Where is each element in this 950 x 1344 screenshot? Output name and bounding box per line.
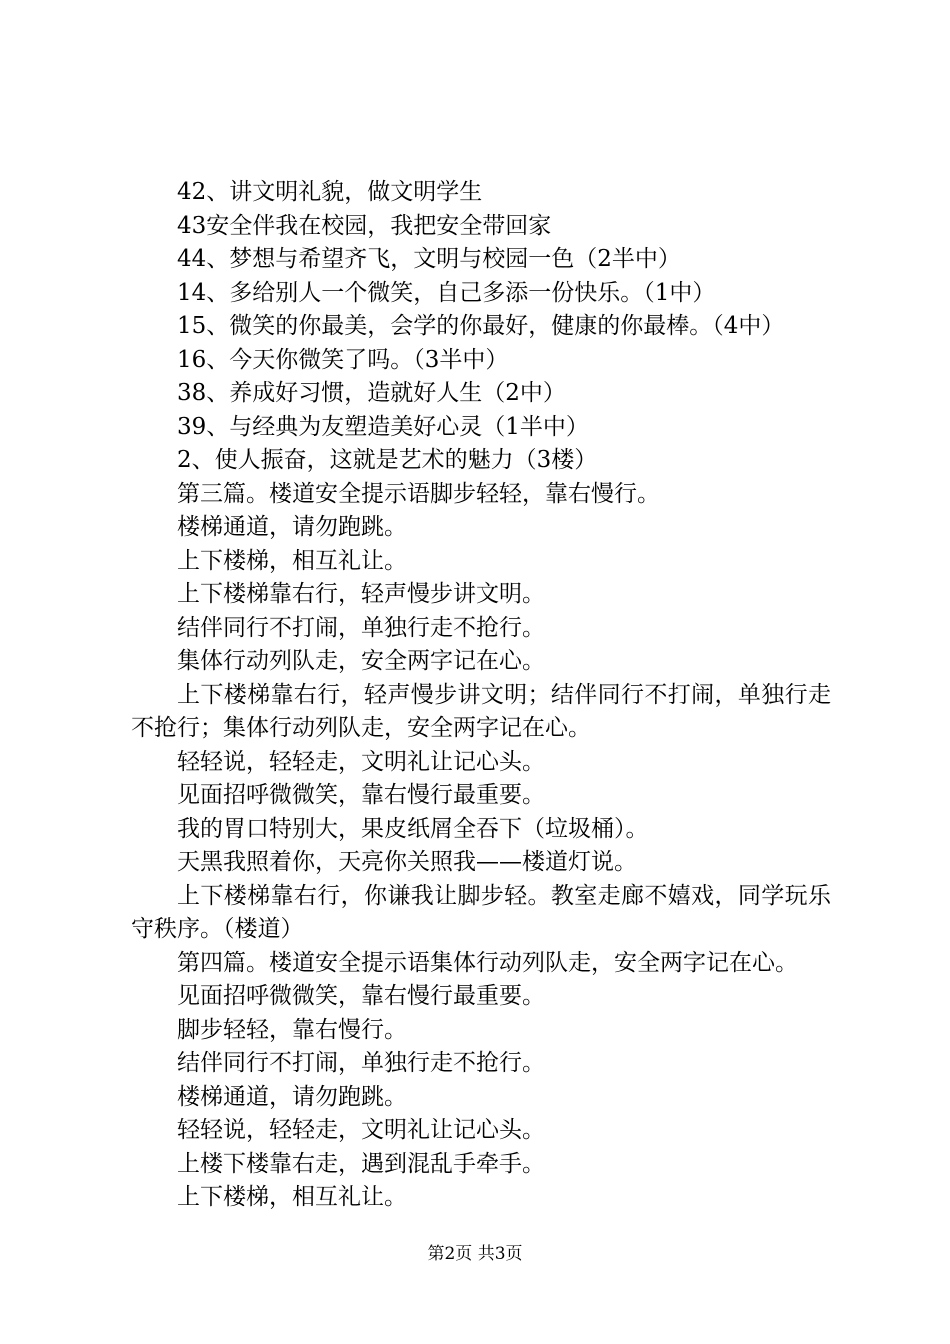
paragraph: 44、梦想与希望齐飞，文明与校园一色（2半中） xyxy=(177,246,681,272)
paragraph: 见面招呼微微笑，靠右慢行最重要。 xyxy=(177,983,545,1009)
paragraph: 上下楼梯靠右行，你谦我让脚步轻。教室走廊不嬉戏，同学玩乐守秩序。（楼道） xyxy=(131,882,831,942)
paragraph: 上下楼梯，相互礼让。 xyxy=(177,1184,407,1210)
paragraph: 见面招呼微微笑，靠右慢行最重要。 xyxy=(177,782,545,808)
paragraph: 我的胃口特别大，果皮纸屑全吞下（垃圾桶）。 xyxy=(177,815,649,842)
section-heading-paragraph: 第三篇。楼道安全提示语脚步轻轻，靠右慢行。 xyxy=(177,480,660,507)
paragraph: 2、使人振奋，这就是艺术的魅力（3楼） xyxy=(177,447,598,473)
paragraph: 43安全伴我在校园，我把安全带回家 xyxy=(177,212,552,239)
paragraph: 脚步轻轻，靠右慢行。 xyxy=(177,1016,407,1043)
paragraph: 15、微笑的你最美，会学的你最好，健康的你最棒。（4中） xyxy=(177,313,785,339)
paragraph: 上下楼梯靠右行，轻声慢步讲文明；结伴同行不打闹，单独行走不抢行；集体行动列队走，安全两字记在心。 xyxy=(131,681,831,741)
paragraph: 楼梯通道，请勿跑跳。 xyxy=(177,514,407,540)
page-number: 第2页 共3页 xyxy=(427,1244,523,1264)
paragraph: 天黑我照着你，天亮你关照我——楼道灯说。 xyxy=(177,849,637,875)
paragraph: 上楼下楼靠右走，遇到混乱手牵手。 xyxy=(177,1150,545,1177)
paragraph: 上下楼梯靠右行，轻声慢步讲文明。 xyxy=(177,581,545,607)
paragraph: 结伴同行不打闹，单独行走不抢行。 xyxy=(177,614,545,641)
document-body xyxy=(131,176,831,1215)
paragraph: 上下楼梯，相互礼让。 xyxy=(177,547,407,574)
page-footer xyxy=(0,1242,950,1266)
paragraph: 14、多给别人一个微笑，自己多添一份快乐。（1中） xyxy=(177,279,716,306)
paragraph: 楼梯通道，请勿跑跳。 xyxy=(177,1083,407,1110)
paragraph: 结伴同行不打闹，单独行走不抢行。 xyxy=(177,1050,545,1076)
section-heading-paragraph: 第四篇。楼道安全提示语集体行动列队走，安全两字记在心。 xyxy=(177,949,798,976)
paragraph: 轻轻说，轻轻走，文明礼让记心头。 xyxy=(177,748,545,775)
paragraph: 39、与经典为友塑造美好心灵（1半中） xyxy=(177,413,589,440)
paragraph: 16、今天你微笑了吗。（3半中） xyxy=(177,346,509,373)
paragraph: 轻轻说，轻轻走，文明礼让记心头。 xyxy=(177,1117,545,1143)
paragraph: 38、养成好习惯，造就好人生（2中） xyxy=(177,380,566,406)
paragraph: 42、讲文明礼貌，做文明学生 xyxy=(177,179,483,205)
paragraph: 集体行动列队走，安全两字记在心。 xyxy=(177,648,545,674)
